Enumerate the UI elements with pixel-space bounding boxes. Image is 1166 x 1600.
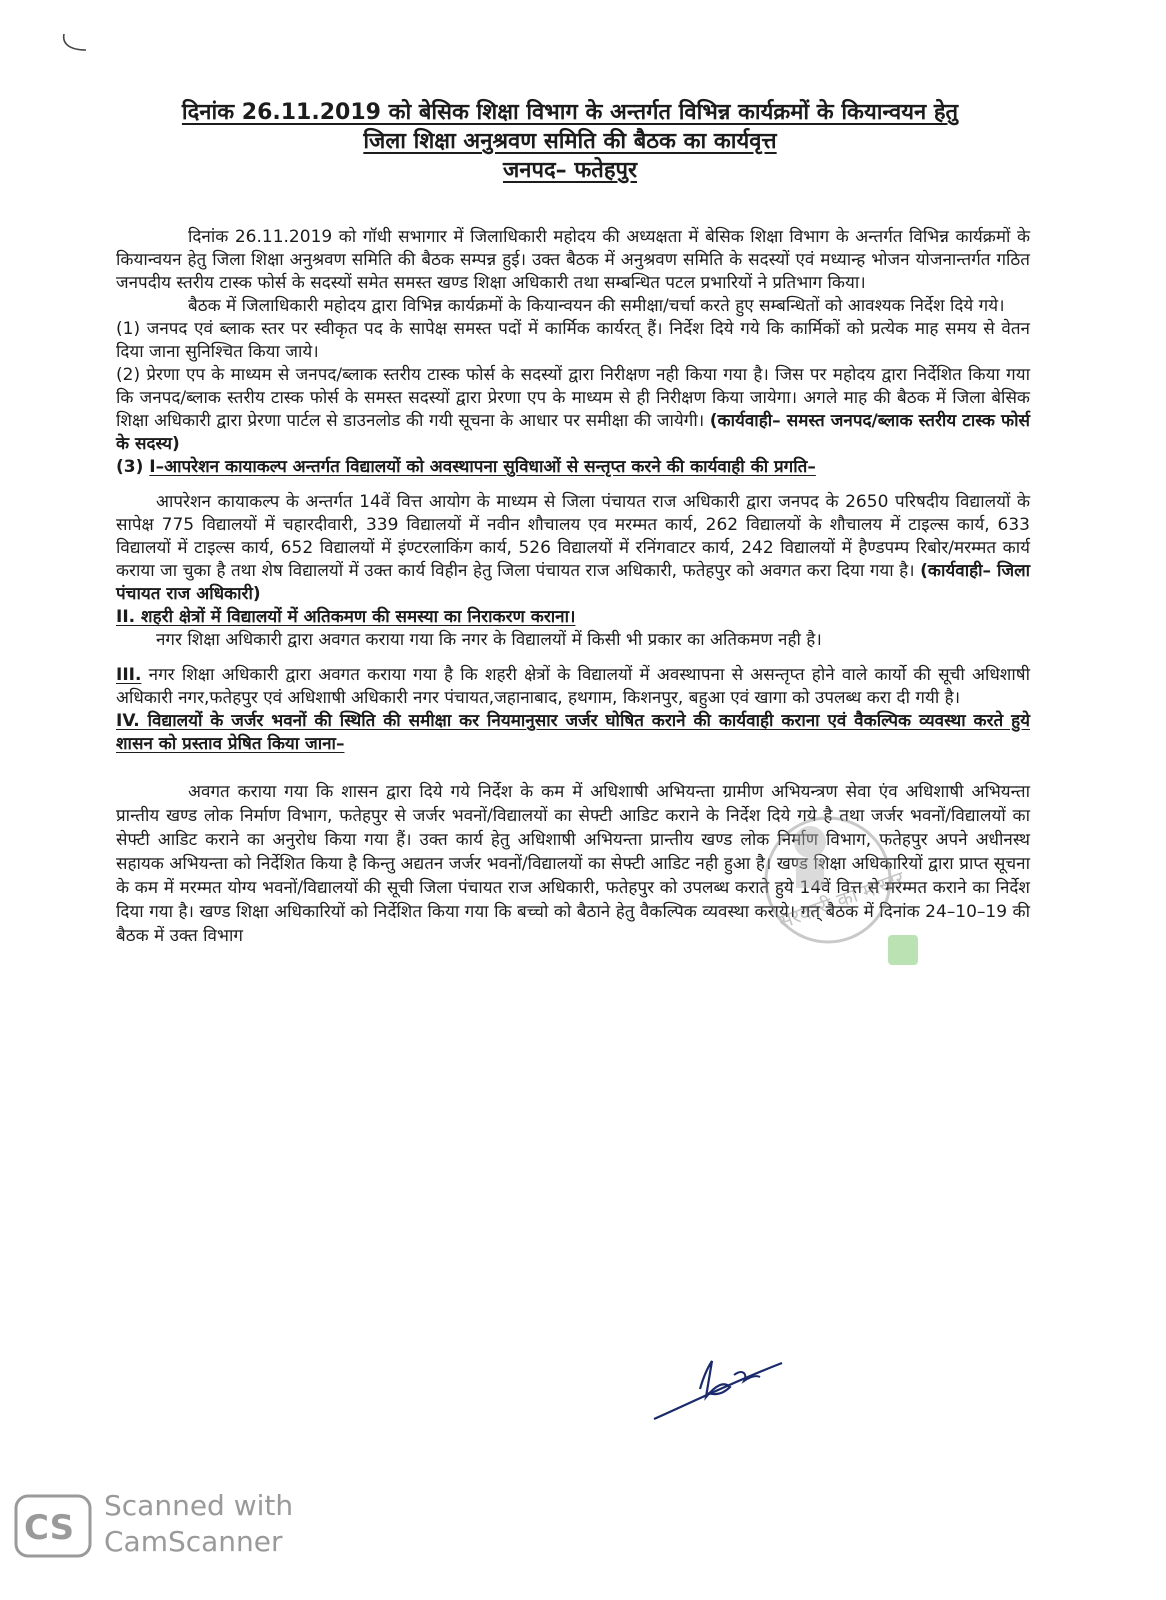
intro-paragraph-2: बैठक में जिलाधिकारी महोदय द्वारा विभिन्न कार्यक्रमों के कियान्वयन की समीक्षा/चर्चा करते हुए सम्बन्धितों को आवश्यक निर्देश दिये गये। [188,296,1005,316]
point-1: (1) जनपद एवं ब्लाक स्तर पर स्वीकृत पद के सापेक्ष समस्त पदों में कार्मिक कार्यरत् हैं। निर्देश दिये गये कि कार्मिकों को प्रत्येक माह समय से वेतन दिया जाना सुनिश्चित किया जाये। [116,319,1030,362]
section-2-heading: II. शहरी क्षेत्रों में विद्यालयों में अतिकमण की समस्या का निराकरण कराना। [116,607,576,627]
section-3-text: नगर शिक्षा अधिकारी द्वारा अवगत कराया गया है कि शहरी क्षेत्रों के विद्यालयों में अवस्थापना से असन्तृप्त होने वाले कार्यो की सूची अधिशाषी अधिकारी नगर,फतेहपुर एवं अधिशाषी अधिकारी नगर पंचायत,जहानाबाद, हथगाम, किशनपुर, बहुआ एवं खागा को उपलब्ध करा दी गयी है। [116,665,1031,708]
point-3-paragraph [116,491,1030,606]
section-4-heading: IV. विद्यालयों के जर्जर भवनों की स्थिति की समीक्षा कर नियमानुसार जर्जर घोषित कराने की कार्यवाही कराना एवं वैकल्पिक व्यवस्था करते हुये शासन को प्रस्ताव प्रेषित किया जाना– [116,711,1030,754]
title-line-3: जनपद– फतेहपुर [502,158,638,183]
point-2-action: (कार्यवाही– समस्त जनपद/ब्लाक स्तरीय टास्क फोर्स के सदस्य) [116,411,1031,454]
watermark-stamp [738,800,938,990]
point-3-title: I–आपरेशन कायाकल्प अन्तर्गत विद्यालयों को अवस्थापना सुविधाओं से सन्तृप्त करने की कार्यवाही की प्रगति– [149,457,816,477]
footer-line-2: CamScanner [104,1525,283,1558]
point-2 [116,364,1030,456]
watermark-text: सरकारी का मास्टर [775,865,908,934]
point-3-text: आपरेशन कायाकल्प के अन्तर्गत 14वें वित्त आयोग के माध्यम से जिला पंचायत राज अधिकारी द्वारा जनपद के 2650 परिषदीय विद्यालयों के सापेक्ष 775 विद्यालयों में चहारदीवारी, 339 विद्यालयों में नवीन शौचालय एव मरम्मत कार्य, 262 विद्यालयों के शौचालय में टाइल्स कार्य, 633 विद्यालयों में टाइल्स कार्य, 652 विद्यालयों में इंण्टरलाकिंग कार्य, 526 विद्यालयों में रनिंगवाटर कार्य, 242 विद्यालयों में हैण्डपम्प रिबोर/मरम्मत कार्य कराया जा चुका है तथा शेष विद्यालयों में उक्त कार्य विहीन हेतु जिला पंचायत राज अधिकारी, फतेहपुर को अवगत करा दिया गया है। [116,492,1030,581]
section-3-number: III. [116,665,142,685]
point-3-heading [116,456,1030,479]
title-line-1: दिनांक 26.11.2019 को बेसिक शिक्षा विभाग के अन्तर्गत विभिन्न कार्यक्रमों के कियान्वयन हेतु [181,100,959,125]
intro-paragraph-1: दिनांक 26.11.2019 को गॉधी सभागार में जिलाधिकारी महोदय की अध्यक्षता में बेसिक शिक्षा विभाग के अन्तर्गत विभिन्न कार्यक्रमों के कियान्वयन हेतु जिला शिक्षा अनुश्रवण समिति की बैठक सम्पन्न हुई। उक्त बैठक में अनुश्रवण समिति के सदस्यों एवं मध्यान्ह भोजन योजनान्तर्गत गठित जनपदीय स्तरीय टास्क फोर्स के सदस्यों समेत समस्त खण्ड शिक्षा अधिकारी तथा सम्बन्धित पटल प्रभारियों ने प्रतिभाग किया। [116,227,1030,293]
point-3-number: (3) [116,457,144,477]
footer-line-1: Scanned with [104,1489,294,1522]
svg-text:CS: CS [24,1508,75,1548]
section-3-paragraph [116,664,1030,710]
scan-mark-icon [60,30,90,54]
signature-mark [650,1345,790,1425]
section-4-text: अवगत कराया गया कि शासन द्वारा दिये गये निर्देश के कम में अधिशाषी अभियन्ता ग्रामीण अभियन्त्रण सेवा एंव अधिशाषी अभियन्ता प्रान्तीय खण्ड लोक निर्माण विभाग, फतेहपुर से जर्जर भवनों/विद्यालयों का सेफ्टी आडिट कराने के निर्देश दिये गये है तथा जर्जर भवनों/विद्यालयों का सेफ्टी आडिट कराने का अनुरोध किया गया हैं। उक्त कार्य हेतु अधिशाषी अभियन्ता प्रान्तीय खण्ड लोक निर्माण विभाग, फतेहपुर अपने अधीनस्थ सहायक अभियन्ता को निर्देशित किया है किन्तु अद्यतन जर्जर भवनों/विद्यालयों का सेफ्टी आडिट नही हुआ है। खण्ड शिक्षा अधिकारियों द्वारा प्राप्त सूचना के कम में मरम्मत योग्य भवनों/विद्यालयों की सूची जिला पंचायत राज अधिकारी, फतेहपुर को उपलब्ध कराते हुये 14वें वित्त से मरम्मत कराने का निर्देश दिया गया है। खण्ड शिक्षा अधिकारियों को निर्देशित किया गया कि बच्चो को बैठाने हेतु वैकल्पिक व्यवस्था कराये। गत् बैठक में दिनांक 24–10–19 की बैठक में उक्त विभाग [116,782,1030,946]
point-2-text: (2) प्रेरणा एप के माध्यम से जनपद/ब्लाक स्तरीय टास्क फोर्स के सदस्यों द्वारा निरीक्षण नही किया गया है। जिस पर महोदय द्वारा निर्देशित किया गया कि जनपद/ब्लाक स्तरीय टास्क फोर्स के समस्त सदस्यों द्वारा प्रेरणा एप के माध्यम से ही निरीक्षण किया जायेगा। अगले माह की बैठक में जिला बेसिक शिक्षा अधिकारी द्वारा प्रेरणा पार्टल से डाउनलोड की गयी सूचना के आधार पर समीक्षा की जायेगी। [116,365,1030,431]
section-2-text: नगर शिक्षा अधिकारी द्वारा अवगत कराया गया कि नगर के विद्यालयों में किसी भी प्रकार का अतिकमण नही है। [156,630,822,650]
point-3-action: (कार्यवाही– जिला पंचायत राज अधिकारी) [116,561,1030,604]
camscanner-logo-icon [14,1494,92,1558]
document-header [110,98,1030,185]
title-line-2: जिला शिक्षा अनुश्रवण समिति की बैठक का कार्यवृत्त [363,129,777,154]
camscanner-footer [104,1488,293,1560]
